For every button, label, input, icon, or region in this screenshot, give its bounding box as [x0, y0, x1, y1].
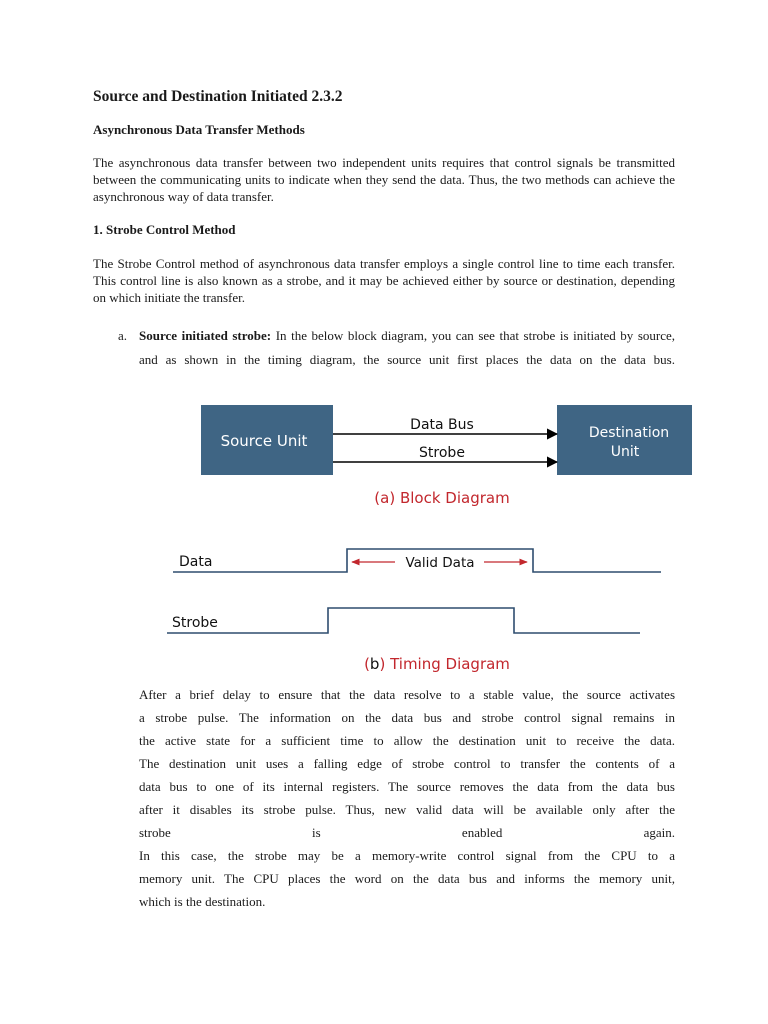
timing-data-label: Data [179, 554, 213, 570]
timing-diagram-caption [364, 655, 510, 673]
page-title: Source and Destination Initiated 2.3.2 [93, 88, 343, 105]
intro-paragraph: The asynchronous data transfer between two independent units requires that control signals be transmitted between the communicating units to indicate when they send the data. Thus, the two methods can achieve the asynchronous way of data transfer. [93, 155, 675, 204]
explanation-line: a strobe pulse. The information on the data bus and strobe control signal remains in [139, 710, 675, 725]
explanation-line: memory unit. The CPU places the word on the data bus and informs the memory unit, [139, 871, 675, 886]
explanation-line: after it disables its strobe pulse. Thus, new valid data will be available only after the [139, 802, 675, 817]
destination-unit-label-line2: Unit [610, 444, 640, 460]
block-diagram-caption: (a) Block Diagram [374, 489, 510, 507]
list-item-lead: Source initiated strobe: [139, 328, 272, 343]
explanation-line: data bus to one of its internal registers. The source removes the data from the data bus [139, 779, 675, 794]
strobe-line-label: Strobe [419, 445, 465, 461]
valid-data-label: Valid Data [405, 555, 475, 571]
explanation-line: The destination unit uses a falling edge of strobe control to transfer the contents of a [139, 756, 675, 771]
timing-caption-rest: ) Timing Diagram [379, 655, 510, 673]
timing-strobe-label: Strobe [172, 615, 218, 631]
timing-caption-letter: b [369, 655, 380, 673]
source-unit-label: Source Unit [220, 432, 308, 450]
explanation-line: After a brief delay to ensure that the data resolve to a stable value, the source activates [139, 687, 675, 702]
method-paragraph: The Strobe Control method of asynchronous data transfer employs a single control line to time each transfer. This control line is also known as a strobe, and it may be achieved either by source or destination, depending on which initiate the transfer. [93, 256, 675, 305]
data-bus-label: Data Bus [410, 417, 474, 433]
list-item-body: In the below block diagram, you can see that strobe is initiated by source, and as shown in the timing diagram, the source unit first places the data on the data bus. [139, 328, 676, 367]
timing-caption-prefix: ( [364, 655, 370, 673]
strobe-waveform [167, 608, 640, 633]
list-marker: a. [118, 328, 128, 343]
explanation-paragraph [139, 683, 675, 913]
explanation-line: the active state for a sufficient time to allow the destination unit to receive the data. [139, 733, 675, 748]
timing-diagram [167, 549, 661, 673]
explanation-line: strobe is enabled again. [139, 825, 675, 840]
method-heading: 1. Strobe Control Method [93, 222, 236, 237]
explanation-line: which is the destination. [139, 894, 266, 909]
explanation-line: In this case, the strobe may be a memory-write control signal from the CPU to a [139, 848, 675, 863]
destination-unit-label-line1: Destination [588, 425, 670, 441]
section-heading: Asynchronous Data Transfer Methods [93, 122, 305, 137]
